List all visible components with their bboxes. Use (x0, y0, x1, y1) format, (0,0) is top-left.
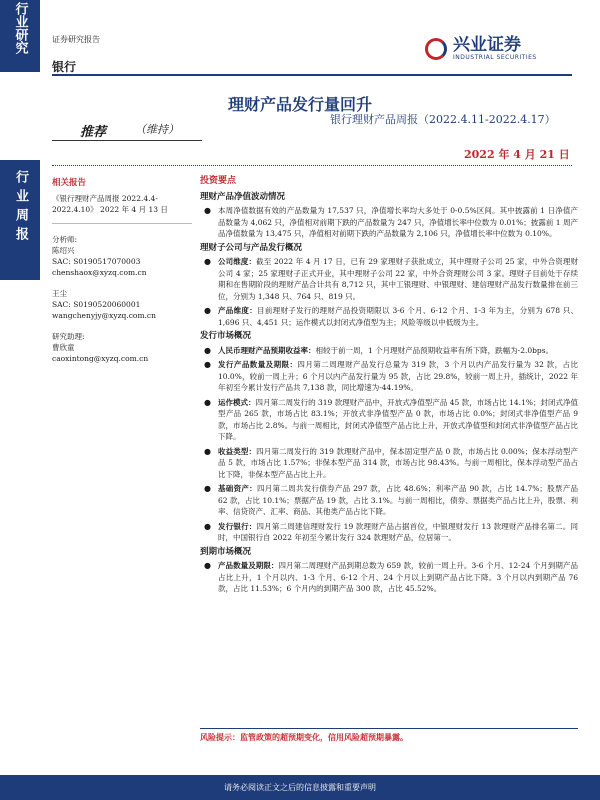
bullet-item (200, 305, 578, 328)
logo-cn: 兴业证券 (453, 35, 521, 55)
bullet-text: 四月第二周发行的 319 款理财产品中，保本固定型产品 0 款，市场占比 0.00%；保本浮动型产品 5 款，市场占比 1.57%；非保本型产品 314 款，市场占比 98.43%。与前一周相比，保本浮动型产品占比下降，非保本型产品占比上升。 (218, 446, 578, 479)
bullet-text: 四月第二周理财产品发行总量为 319 款，3 个月以内产品发行量为 32 款，占比 10.0%，较前一周上升；6 个月以内产品发行量为 95 款，占比 29.8%，较前一周上升，插统计，2022 年年初至今累计发行产品共 7,138 款，同比增速为-44.19%。 (218, 360, 578, 392)
bullet-dot-icon: ● (204, 360, 211, 369)
bullet-dot-icon: ● (204, 257, 211, 266)
bullet-lead: 发行银行： (218, 521, 257, 531)
bullet-text: 四月第二周理财产品到期总数为 659 款，较前一周上升。3-6 个月、12-24 个月到期产品占比上升，1 个月以内、1-3 个月、6-12 个月、24 个月以上到期产品占比下降。3 个月以内到期产品 76 款，占比 11.53%；6 个月内的到期产品 300 款，占比 45.52%。 (218, 561, 578, 593)
analyst-email[interactable]: chenshaox@xyzq.com.cn (52, 268, 147, 277)
bullet-dot-icon: ● (204, 561, 211, 570)
bullet-item (200, 256, 578, 302)
analyst-block (52, 288, 192, 321)
report-subtitle: 银行理财产品周报（2022.4.11-2022.4.17） (330, 113, 556, 126)
analyst-block (52, 234, 192, 278)
sidebar-mid-text: 行业周报 (13, 170, 28, 246)
section-title: 到期市场概况 (200, 546, 252, 557)
analyst-list (52, 234, 192, 364)
related-report-link[interactable]: 《银行理财产品周报 2022.4.4-2022.4.10》 2022 年 4 月 13 日 (52, 194, 168, 214)
sidebar-report-tag (0, 160, 40, 280)
bullet-text: 四月第二周共发行债券产品 297 款，占比 48.6%；利率产品 90 款，占比 14.7%；股票产品 62 款，占比 10.1%；票据产品 19 款，占比 3.1%。与前一周相比，债券、票据类产品占比上升，股票、利率、信贷资产、汇率、商品、其他类产品占比下降。 (218, 484, 579, 516)
logo-en: INDUSTRIAL SECURITIES (453, 54, 537, 61)
analyst-sac: SAC: S0190520060001 (52, 300, 141, 309)
bullet-item (200, 560, 578, 595)
section-title: 理财产品净值波动情况 (200, 191, 286, 202)
bullet-item (200, 359, 578, 394)
bullet-item (200, 397, 578, 443)
left-divider (52, 223, 192, 224)
sidebar-category-tag (0, 0, 40, 72)
bullet-dot-icon: ● (204, 306, 211, 315)
bullet-item (200, 345, 578, 357)
bullet-lead: 产品数量及期限： (218, 561, 279, 570)
footer-disclaimer: 请务必阅读正文之后的信息披露和重要声明 (0, 775, 600, 800)
left-column (52, 178, 192, 364)
risk-divider (200, 728, 578, 729)
bullet-dot-icon: ● (204, 206, 211, 215)
analyst-name: 曹欣童 (52, 343, 75, 352)
bullet-dot-icon: ● (204, 446, 211, 456)
bullet-item (200, 205, 578, 240)
section-title: 理财子公司与产品发行概况 (200, 242, 303, 253)
analyst-sac: SAC: S0190517070003 (52, 257, 141, 266)
bullet-text: 相较于前一周，1 个月理财产品预期收益率有所下降，跌幅为-2.0bps。 (315, 345, 554, 355)
header-divider (52, 74, 572, 76)
report-date: 2022 年 4 月 21 日 (464, 148, 570, 161)
bullet-text: 目前理财子发行的理财产品投资期限以 3-6 个月、6-12 个月、1-3 年为主，分别为 678 只、1,696 只、4,451 只；运作模式以封闭式净值型为主；风险等级以中低级为主。 (218, 306, 579, 327)
rating-sub: （维持） (135, 123, 179, 136)
bullet-lead: 收益类型： (218, 446, 257, 456)
bullet-lead: 发行产品数量及期限： (218, 360, 298, 369)
analyst-name: 陈绍兴 (52, 246, 75, 255)
bullet-item (200, 521, 578, 544)
highlights-title: 投资要点 (200, 176, 237, 186)
bullet-text: 本周净值数据有效的产品数量为 17,537 只，净值增长率均大多处于 0-0.5%区间。其中披露前 1 日净值产品数量为 4,062 只，净值相对前期下跌的产品数量为 247 只，净值增长率中位数为 0.01%；披露前 1 周产品净值数量为 13,475 只，净值相对前期下跌的产品数量为 2,106 只，净值增长率中位数为 0.10%。 (218, 206, 578, 238)
analyst-email[interactable]: wangchenyjy@xyzq.com.cn (52, 311, 156, 320)
analyst-email[interactable]: caoxintong@xyzq.com.cn (52, 354, 149, 363)
bullet-text: 截至 2022 年 4 月 17 日，已有 29 家理财子获批成立，其中理财子公司 25 家，中外合资理财公司 4 家；25 家理财子正式开业，其中理财子公司 22 家，中外合资理财公司 3 家。理财子目前处于存续期和在售期阶段的理财产品合计共有 8,712 只，其中工银理财、中银理财、建信理财产品发行数量排在前三位，分别为 1,348 只、764 只、819 只。 (218, 257, 579, 301)
logo-mark-icon (425, 38, 447, 60)
right-column (200, 176, 578, 598)
report-type: 证券研究报告 (52, 35, 100, 44)
report-title: 理财产品发行量回升 (227, 95, 372, 114)
bullet-dot-icon: ● (204, 345, 211, 355)
bullet-dot-icon: ● (204, 521, 211, 531)
bullet-lead: 基础资产： (218, 484, 257, 493)
bullet-text: 四月第二周发行的 319 款理财产品中，开放式净值型产品 45 款，市场占比 14.1%；封闭式净值型产品 265 款，市场占比 83.1%；开放式非净值型产品 0 款，市场占比 0.0%；封闭式非净值型产品 9 款，市场占比 2.8%。与前一周相比，封闭式净值型产品占比上升，开放式净值型和封闭式非净值型产品占比下降。 (218, 397, 578, 441)
bullet-lead: 公司维度： (218, 257, 257, 266)
analyst-block (52, 331, 192, 364)
company-logo (425, 36, 537, 61)
section-title: 发行市场概况 (200, 331, 252, 341)
date-divider (52, 165, 572, 166)
industry-label: 银行 (52, 60, 77, 74)
sidebar-top-text: 行业研究 (12, 2, 28, 54)
bullet-lead: 人民币理财产品预期收益率： (218, 345, 316, 355)
bullet-dot-icon: ● (204, 484, 211, 493)
bullet-dot-icon: ● (204, 397, 211, 407)
bullet-text: 四月第二周建信理财发行 19 款理财产品占据首位，中银理财发行 13 款理财产品排名第二。同时，中国银行自 2022 年初至今累计发行 324 款理财产品，位居第一。 (218, 521, 578, 542)
related-reports-title: 相关报告 (52, 178, 87, 188)
bullet-lead: 运作模式： (218, 397, 256, 407)
rating-main: 推荐 (80, 125, 107, 140)
risk-warning: 风险提示：监管政策的超预期变化，信用风险超预期暴露。 (200, 732, 408, 742)
bullet-lead: 产品维度： (218, 306, 258, 315)
bullet-item (200, 483, 578, 518)
analyst-name: 王尘 (52, 289, 67, 298)
rating-divider (52, 140, 202, 141)
analyst-role: 分析师: (52, 235, 78, 244)
bullet-item (200, 446, 578, 481)
highlight-sections (200, 192, 578, 595)
analyst-role: 研究助理: (52, 332, 85, 341)
